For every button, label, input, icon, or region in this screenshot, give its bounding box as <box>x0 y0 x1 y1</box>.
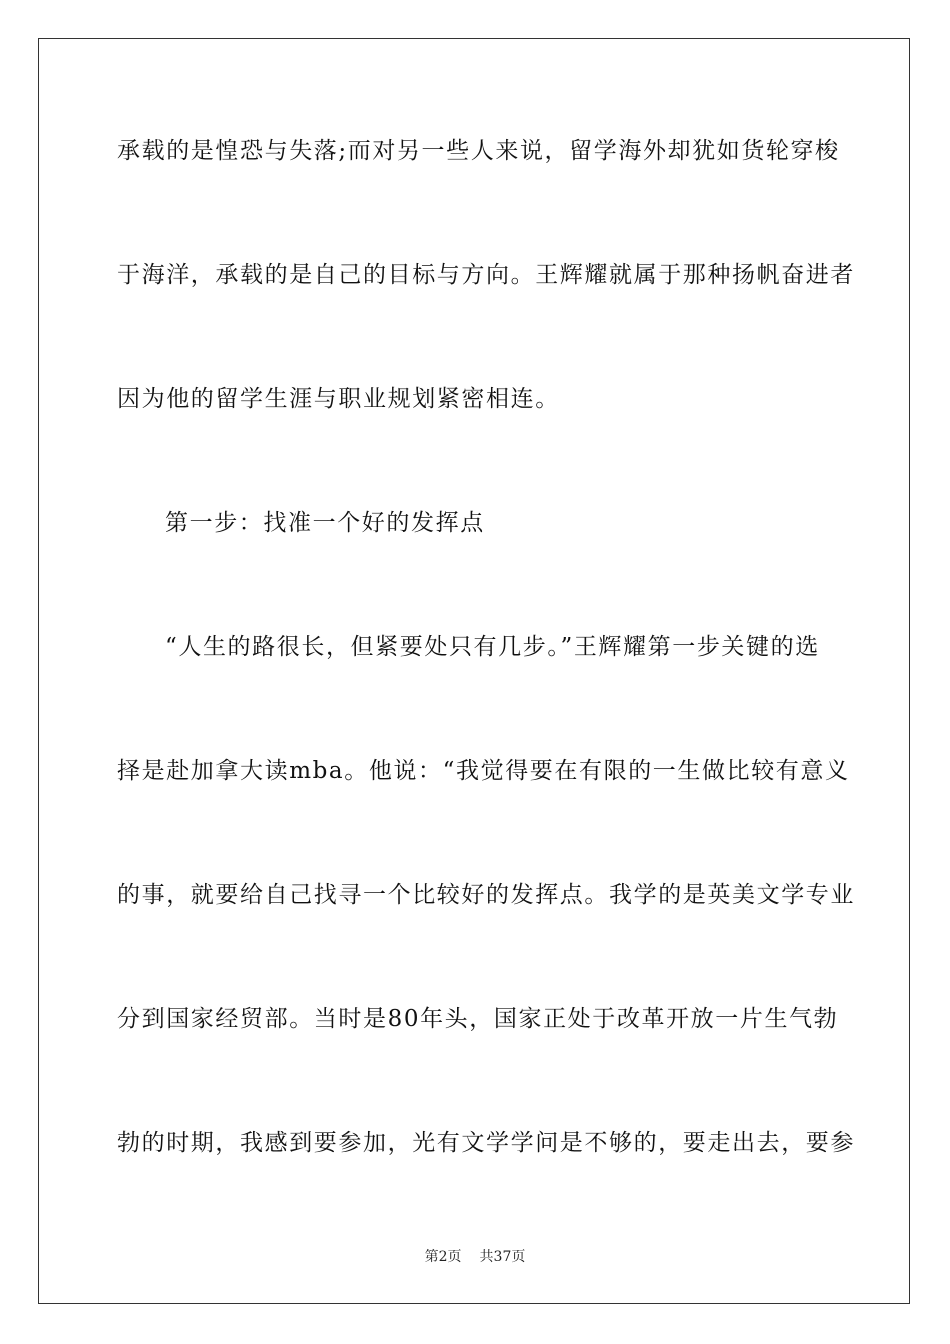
body-text-line: 择是赴加拿大读mba。他说：“我觉得要在有限的一生做比较有意义 <box>117 758 850 784</box>
page-total: 共37页 <box>479 1249 526 1265</box>
body-text-line: 承载的是惶恐与失落;而对另一些人来说，留学海外却犹如货轮穿梭 <box>117 138 840 164</box>
body-text-line: 的事，就要给自己找寻一个比较好的发挥点。我学的是英美文学专业 <box>117 882 855 908</box>
body-text-line: 于海洋，承载的是自己的目标与方向。王辉耀就属于那种扬帆奋进者 <box>117 262 855 288</box>
page-footer <box>0 1248 950 1266</box>
page-number: 第2页 <box>424 1249 462 1265</box>
body-text-line: “人生的路很长，但紧要处只有几步。”王辉耀第一步关键的选 <box>165 634 820 660</box>
body-text-line: 勃的时期，我感到要参加，光有文学学问是不够的，要走出去，要参 <box>117 1130 855 1156</box>
body-text-line: 因为他的留学生涯与职业规划紧密相连。 <box>117 386 560 412</box>
page-border <box>38 38 910 1304</box>
body-text-line: 分到国家经贸部。当时是80年头，国家正处于改革开放一片生气勃 <box>117 1006 839 1032</box>
section-heading: 第一步：找准一个好的发挥点 <box>165 510 485 536</box>
